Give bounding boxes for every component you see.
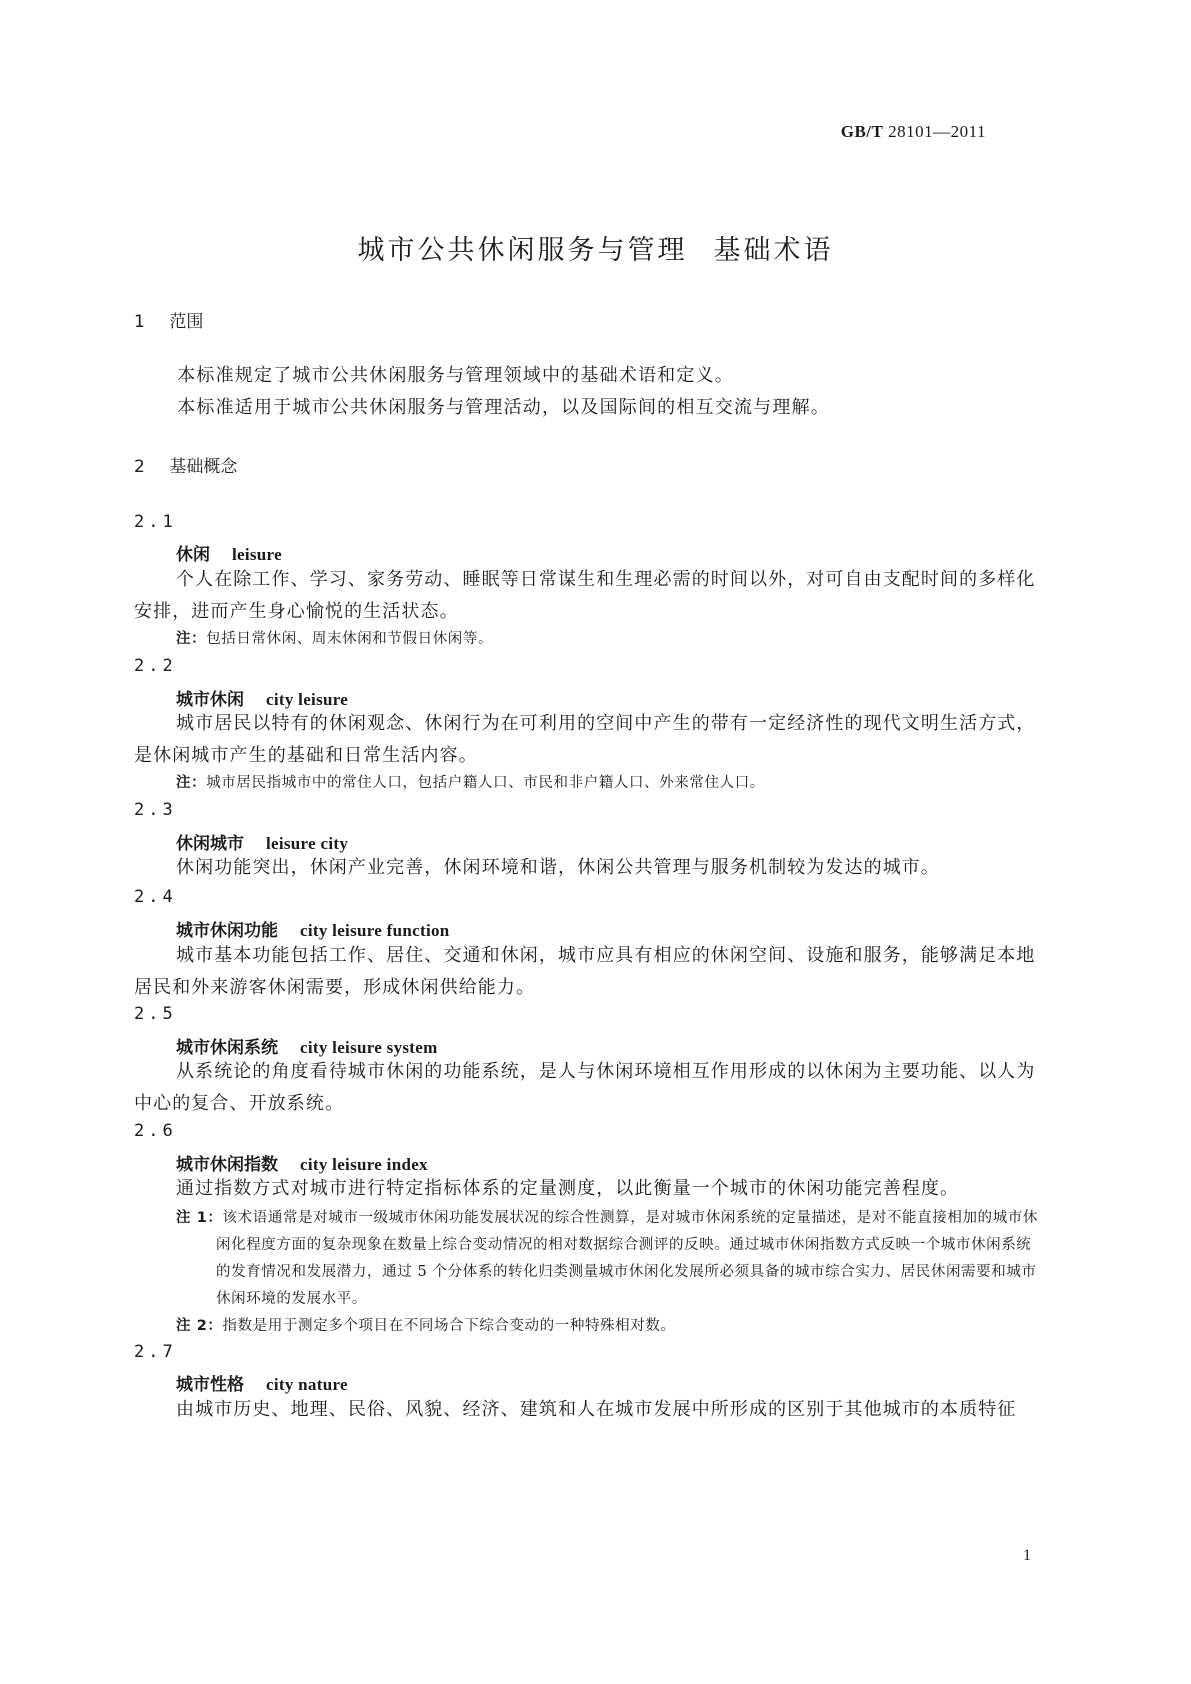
term-definition: 城市居民以特有的休闲观念、休闲行为在可利用的空间中产生的带有一定经济性的现代文明生活方式，是休闲城市产生的基础和日常生活内容。	[134, 713, 1036, 766]
note-text: 包括日常休闲、周末休闲和节假日休闲等。	[206, 631, 494, 647]
term-en: city leisure index	[300, 1155, 428, 1174]
term-heading	[176, 1370, 348, 1395]
term-heading	[176, 540, 282, 565]
note-label: 注：	[176, 631, 207, 647]
term-heading	[176, 1033, 438, 1058]
note-text: 该术语通常是对城市一级城市休闲功能发展状况的综合性测算，是对城市休闲系统的定量描述，是对不能直接相加的城市休闲化程度方面的复杂现象在数量上综合变动情况的相对数据综合测评的反映。通过城市休闲指数方式反映一个城市休闲系统的发育情况和发展潜力，通过 5 个分体系的转化归类测量城市休闲化发展所必须具备的城市综合实力、居民休闲需要和城市休闲环境的发展水平。	[216, 1210, 1038, 1307]
term-number: 2.1	[134, 512, 177, 532]
term-heading	[176, 829, 348, 854]
term-heading	[176, 916, 450, 941]
section-number: 1	[134, 312, 145, 332]
page-number: 1	[1023, 1547, 1031, 1564]
term-en: city nature	[266, 1375, 348, 1394]
term-number: 2.3	[134, 800, 177, 820]
term-note	[176, 626, 1046, 653]
term-zh: 休闲城市	[176, 834, 244, 854]
term-note-2	[176, 1313, 1046, 1340]
term-en: leisure	[232, 545, 282, 564]
note-text: 城市居民指城市中的常住人口，包括户籍人口、市民和非户籍人口、外来常住人口。	[206, 775, 765, 791]
term-definition: 个人在除工作、学习、家务劳动、睡眠等日常谋生和生理必需的时间以外，对可自由支配时间的多样化安排，进而产生身心愉悦的生活状态。	[134, 569, 1036, 622]
term-number: 2.2	[134, 656, 177, 676]
term-heading	[176, 685, 348, 710]
term-definition: 由城市历史、地理、民俗、风貌、经济、建筑和人在城市发展中所形成的区别于其他城市的本质特征	[176, 1399, 1017, 1420]
term-en: leisure city	[266, 834, 349, 853]
standard-code	[841, 122, 986, 142]
term-number: 2.4	[134, 887, 177, 907]
section-heading-basic-concepts	[134, 452, 237, 477]
section-title: 基础概念	[169, 457, 238, 477]
standard-prefix: GB/T	[840, 122, 884, 141]
term-number: 2.6	[134, 1121, 177, 1141]
term-en: city leisure function	[300, 921, 450, 940]
title-sub: 基础术语	[713, 235, 834, 266]
section-title: 范围	[169, 312, 204, 332]
term-zh: 城市性格	[176, 1375, 244, 1395]
note-label: 注：	[176, 775, 207, 791]
term-zh: 休闲	[176, 545, 210, 565]
term-heading	[176, 1150, 428, 1175]
term-definition: 休闲功能突出，休闲产业完善，休闲环境和谐，休闲公共管理与服务机制较为发达的城市。	[176, 857, 940, 878]
term-number: 2.7	[134, 1342, 177, 1362]
term-en: city leisure system	[300, 1038, 438, 1057]
scope-paragraph-2: 本标准适用于城市公共休闲服务与管理活动，以及国际间的相互交流与理解。	[177, 397, 830, 418]
term-definition: 城市基本功能包括工作、居住、交通和休闲，城市应具有相应的休闲空间、设施和服务，能够满足本地居民和外来游客休闲需要，形成休闲供给能力。	[134, 945, 1036, 998]
term-definition: 从系统论的角度看待城市休闲的功能系统，是人与休闲环境相互作用形成的以休闲为主要功能、以人为中心的复合、开放系统。	[134, 1061, 1036, 1114]
note-text: 指数是用于测定多个项目在不同场合下综合变动的一种特殊相对数。	[222, 1318, 676, 1334]
note-label: 注 2：	[176, 1318, 223, 1334]
term-zh: 城市休闲	[176, 690, 244, 710]
section-number: 2	[134, 457, 145, 477]
term-number: 2.5	[134, 1004, 177, 1024]
term-zh: 城市休闲指数	[176, 1155, 278, 1175]
term-zh: 城市休闲系统	[176, 1038, 278, 1058]
term-zh: 城市休闲功能	[176, 921, 278, 941]
section-heading-scope	[134, 307, 203, 332]
term-en: city leisure	[266, 690, 349, 709]
term-definition: 通过指数方式对城市进行特定指标体系的定量测度，以此衡量一个城市的休闲功能完善程度。	[176, 1178, 960, 1199]
term-note	[176, 770, 1046, 797]
page-title	[0, 228, 1191, 267]
term-note-1	[176, 1205, 1046, 1313]
note-label: 注 1：	[176, 1210, 223, 1226]
standard-number: 28101—2011	[888, 122, 986, 141]
title-main: 城市公共休闲服务与管理	[357, 235, 688, 266]
scope-paragraph-1: 本标准规定了城市公共休闲服务与管理领域中的基础术语和定义。	[177, 365, 734, 386]
